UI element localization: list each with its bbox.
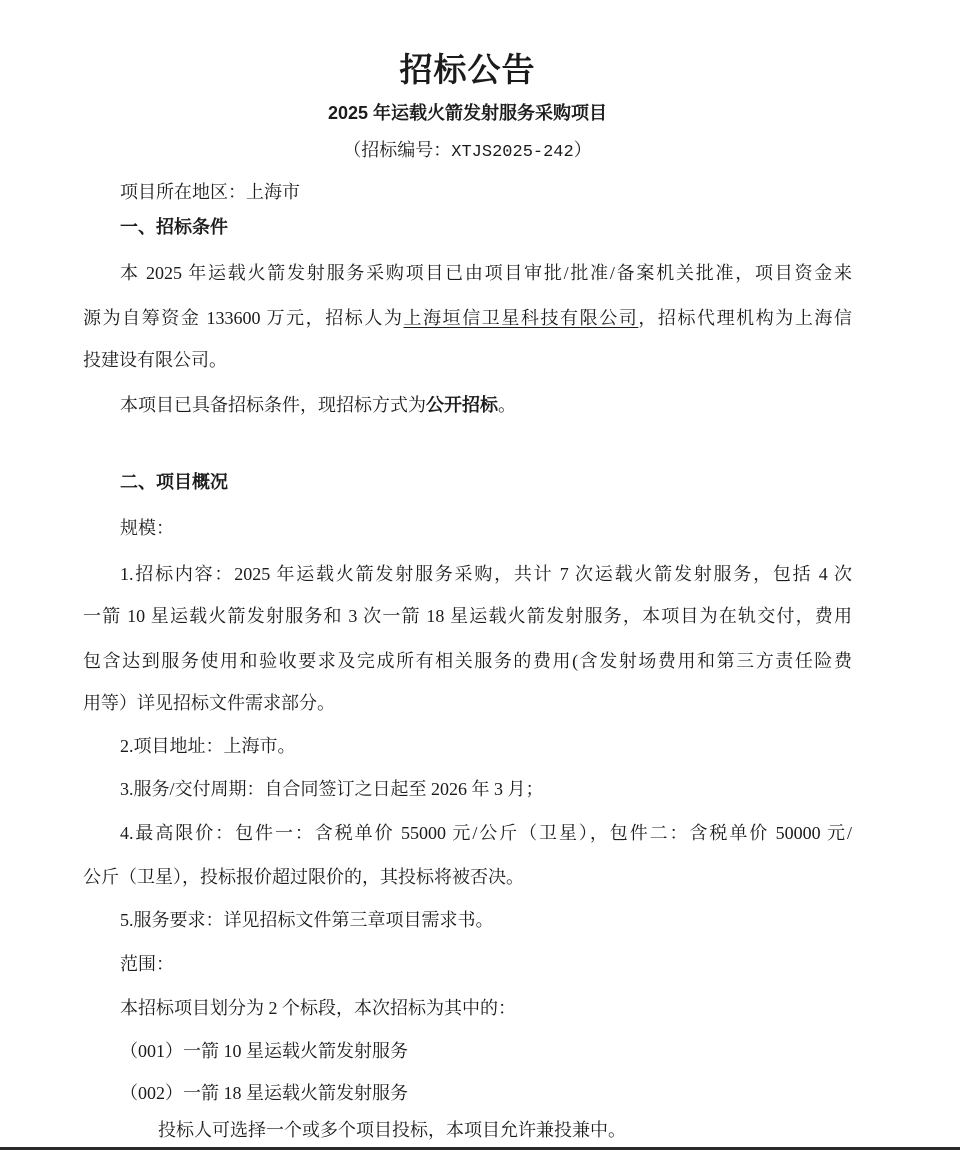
project-subtitle: 2025 年运载火箭发射服务采购项目	[327, 103, 608, 123]
project-location: 项目所在地区：上海市	[120, 182, 300, 202]
section-heading-tender-conditions: 一、招标条件	[120, 217, 228, 237]
item1-line3: 包含达到服务使用和验收要求及完成所有相关服务的费用(含发射场费用和第三方责任险费	[83, 651, 852, 671]
section-heading-project-overview: 二、项目概况	[120, 472, 228, 492]
item2-address: 2.项目地址：上海市。	[120, 736, 296, 756]
item5-service-requirements: 5.服务要求：详见招标文件第三章项目需求书。	[120, 910, 494, 930]
tender-number	[83, 135, 852, 165]
tender-number-prefix: （招标编号：	[343, 140, 452, 160]
scale-label: 规模：	[120, 518, 174, 538]
agency-text: ，招标代理机构为上海信	[638, 308, 852, 328]
item3-delivery-period: 3.服务/交付周期：自合同签订之日起至 2026 年 3 月；	[120, 779, 544, 799]
conditions-para1-line3: 投建设有限公司。	[83, 350, 227, 370]
conditions-para2	[120, 390, 852, 420]
lot-item-002: （002）一箭 18 星运载火箭发射服务	[120, 1083, 408, 1103]
item1-line1: 1.招标内容：2025 年运载火箭发射服务采购，共计 7 次运载火箭发射服务，包括 4 次	[120, 564, 852, 584]
item4-line1: 4.最高限价：包件一：含税单价 55000 元/公斤（卫星），包件二：含税单价 50000 元/	[120, 823, 852, 843]
item1-line2: 一箭 10 星运载火箭发射服务和 3 次一箭 18 星运载火箭发射服务，本项目为在轨交付，费用	[83, 606, 852, 626]
tender-method: 公开招标	[426, 395, 498, 415]
tender-number-code: XTJS2025-242	[451, 143, 574, 162]
tender-method-text: 本项目已具备招标条件，现招标方式为	[120, 395, 426, 415]
lot-item-001: （001）一箭 10 星运载火箭发射服务	[120, 1041, 408, 1061]
item4-line2: 公斤（卫星），投标报价超过限价的，其投标将被否决。	[83, 867, 524, 887]
item1-line4: 用等）详见招标文件需求部分。	[83, 693, 335, 713]
bidder-note: 投标人可选择一个或多个项目投标，本项目允许兼投兼中。	[158, 1120, 626, 1140]
document-title: 招标公告	[399, 51, 536, 88]
conditions-para1-line1: 本 2025 年运载火箭发射服务采购项目已由项目审批/批准/备案机关批准，项目资金来	[120, 263, 852, 283]
scope-label: 范围：	[120, 954, 174, 974]
tender-method-end: 。	[498, 395, 516, 415]
tenderer-name: 上海垣信卫星科技有限公司	[403, 308, 639, 328]
funding-text: 源为自筹资金 133600 万元，招标人为	[83, 308, 404, 328]
scope-intro: 本招标项目划分为 2 个标段，本次招标为其中的：	[120, 998, 516, 1018]
conditions-para1-line2	[83, 303, 852, 333]
tender-number-suffix: ）	[573, 140, 592, 160]
